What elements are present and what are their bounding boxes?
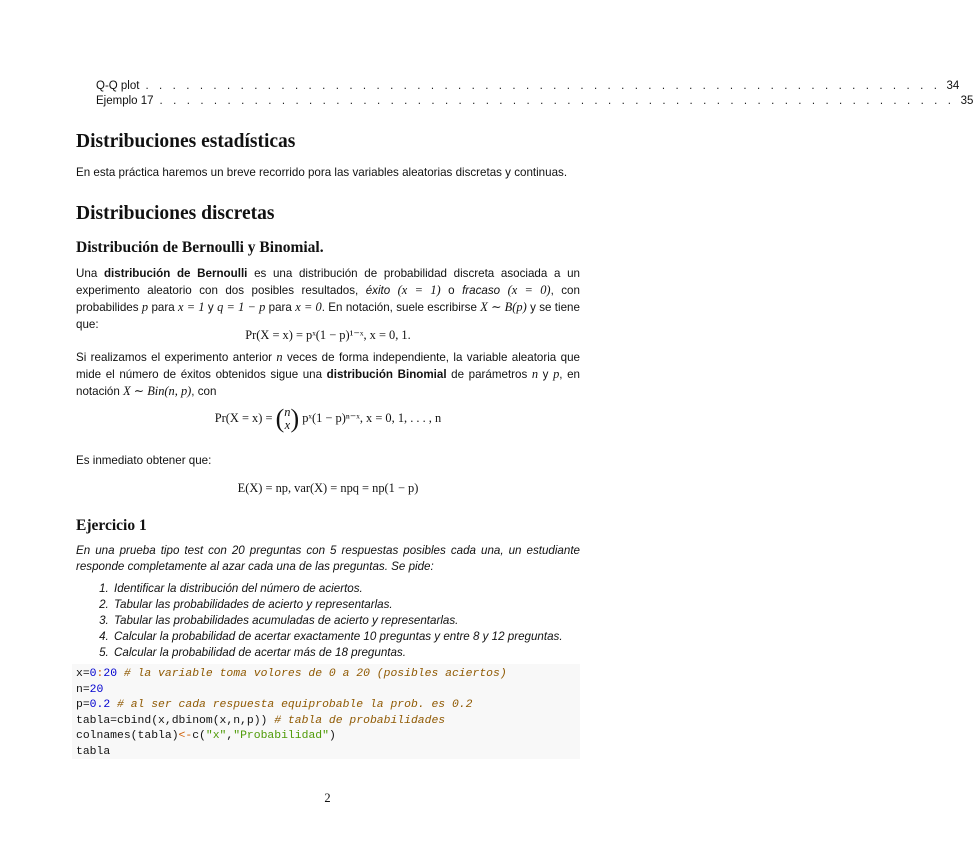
code-number: 20 bbox=[89, 683, 104, 696]
code-number: 0.2 bbox=[89, 699, 111, 712]
task-item: 1. Identificar la distribución del número de aciertos. bbox=[112, 581, 616, 597]
math: X ∼ Bin(n, p) bbox=[123, 384, 192, 399]
intro-paragraph: En esta práctica haremos un breve recorrido pora las variables aleatorias discretas y continuas. bbox=[76, 166, 568, 179]
math: (x = 1) bbox=[397, 283, 441, 298]
toc-leader: . . . . . . . . . . . . . . . . . . . . . . . . . . . . . . . . . . . . . . . . . . . . . . . . . . . . . . . . . . . bbox=[159, 95, 955, 107]
binomial-formula bbox=[76, 406, 580, 432]
toc-page: 34 bbox=[946, 80, 960, 92]
exercise-title: Ejercicio 1 bbox=[76, 517, 147, 534]
text: veces de forma independiente, la variable aleatoria que mide el número de éxitos obtenidos sigue una bbox=[76, 351, 580, 382]
paren-right: ) bbox=[290, 404, 300, 433]
toc-leader: . . . . . . . . . . . . . . . . . . . . . . . . . . . . . . . . . . . . . . . . . . . . . . . . . . . . . . . . . . . bbox=[145, 80, 941, 92]
text: Una bbox=[76, 267, 98, 280]
code-number: 0 bbox=[89, 668, 97, 680]
bernoulli-paragraph bbox=[76, 266, 580, 333]
code-comment: # tabla de probabilidades bbox=[267, 714, 446, 727]
code-block[interactable] bbox=[72, 664, 580, 759]
code-token: x= bbox=[76, 668, 90, 680]
toc-label: Q-Q plot bbox=[96, 80, 140, 92]
binom-bottom: x bbox=[284, 418, 291, 432]
text: , con probabilides bbox=[76, 284, 580, 315]
subsection-title: Distribuciones discretas bbox=[76, 203, 275, 224]
task-item: 3. Tabular las probabilidades acumuladas de acierto y representarlas. bbox=[112, 613, 616, 629]
math: p bbox=[553, 367, 560, 382]
code-token: tabla=cbind(x,dbinom(x,n,p)) bbox=[76, 714, 268, 727]
term-bernoulli: distribución de Bernoulli bbox=[103, 267, 248, 280]
task-item: 4. Calcular la probabilidad de acertar exactamente 10 preguntas y entre 8 y 12 preguntas. bbox=[112, 629, 616, 645]
code-token: ) bbox=[328, 730, 336, 743]
code-operator: <- bbox=[178, 730, 193, 743]
text: es una distribución de probabilidad discreta asociada a un experimento aleatorio con dos posibles resultados, bbox=[76, 267, 580, 298]
math: X ∼ B(p) bbox=[480, 300, 527, 315]
code-number: 20 bbox=[103, 668, 118, 680]
code-token: c( bbox=[192, 730, 206, 743]
text: . En notación, suele escribirse bbox=[321, 301, 477, 315]
toc-label: Ejemplo 17 bbox=[96, 95, 154, 107]
code-token: tabla bbox=[76, 745, 111, 758]
term-exito: éxito bbox=[365, 284, 391, 298]
math: (x = 0) bbox=[507, 283, 551, 298]
paren-left: ( bbox=[275, 404, 285, 433]
text: , con bbox=[191, 385, 217, 399]
text: o bbox=[448, 284, 455, 298]
math: q = 1 − p bbox=[217, 300, 266, 315]
term-fracaso: fracaso bbox=[462, 284, 501, 298]
text: Si realizamos el experimento anterior bbox=[76, 351, 273, 364]
binom-top: n bbox=[284, 405, 291, 419]
code-token: colnames(tabla) bbox=[76, 730, 179, 743]
formula-left: Pr(X = x) = bbox=[214, 410, 273, 425]
code-token: , bbox=[226, 730, 234, 743]
code-string: "Probabilidad" bbox=[233, 730, 329, 743]
page-number: 2 bbox=[324, 791, 331, 805]
task-list bbox=[76, 581, 616, 661]
code-string: "x" bbox=[205, 730, 227, 743]
code-comment: # al ser cada respuesta equiprobable la prob. es 0.2 bbox=[110, 699, 473, 712]
text: para bbox=[268, 301, 292, 315]
math: x = 1 bbox=[178, 300, 205, 315]
code-operator: : bbox=[96, 668, 104, 680]
term-binomial: distribución Binomial bbox=[326, 368, 447, 382]
binomial-coefficient bbox=[276, 406, 300, 432]
code-token: n= bbox=[76, 683, 90, 696]
math: p bbox=[141, 300, 149, 315]
formula-right: pˣ(1 − p)ⁿ⁻ˣ, x = 0, 1, . . . , n bbox=[302, 410, 442, 425]
math: n bbox=[531, 367, 539, 382]
expectation-formula: E(X) = np, var(X) = npq = np(1 − p) bbox=[237, 481, 419, 495]
binomial-paragraph bbox=[76, 349, 580, 401]
text: y bbox=[542, 368, 549, 382]
code-token: p= bbox=[76, 699, 90, 712]
section-title: Distribuciones estadísticas bbox=[76, 131, 296, 152]
task-item: 5. Calcular la probabilidad de acertar más de 18 preguntas. bbox=[112, 645, 616, 661]
inmediato-text: Es inmediato obtener que: bbox=[76, 454, 212, 467]
task-item: 2. Tabular las probabilidades de acierto y representarlas. bbox=[112, 597, 616, 613]
exercise-statement: En una prueba tipo test con 20 preguntas con 5 respuestas posibles cada una, un estudiante responde completamente al azar cada una de las preguntas. Se pide: bbox=[76, 544, 580, 574]
toc-page: 35 bbox=[960, 95, 973, 107]
text: y se tiene que: bbox=[76, 301, 580, 331]
math: n bbox=[276, 350, 283, 364]
toc-row[interactable] bbox=[96, 93, 973, 109]
math: x = 0 bbox=[295, 300, 322, 315]
text: y bbox=[207, 301, 214, 315]
text: , en notación bbox=[76, 368, 580, 399]
subsubsection-title: Distribución de Bernoulli y Binomial. bbox=[76, 239, 324, 256]
toc-row[interactable] bbox=[96, 78, 960, 94]
text: de parámetros bbox=[451, 368, 528, 382]
code-comment: # la variable toma volores de 0 a 20 (posibles aciertos) bbox=[117, 668, 507, 680]
text: para bbox=[151, 301, 175, 315]
bernoulli-formula: Pr(X = x) = pˣ(1 − p)¹⁻ˣ, x = 0, 1. bbox=[245, 328, 411, 342]
